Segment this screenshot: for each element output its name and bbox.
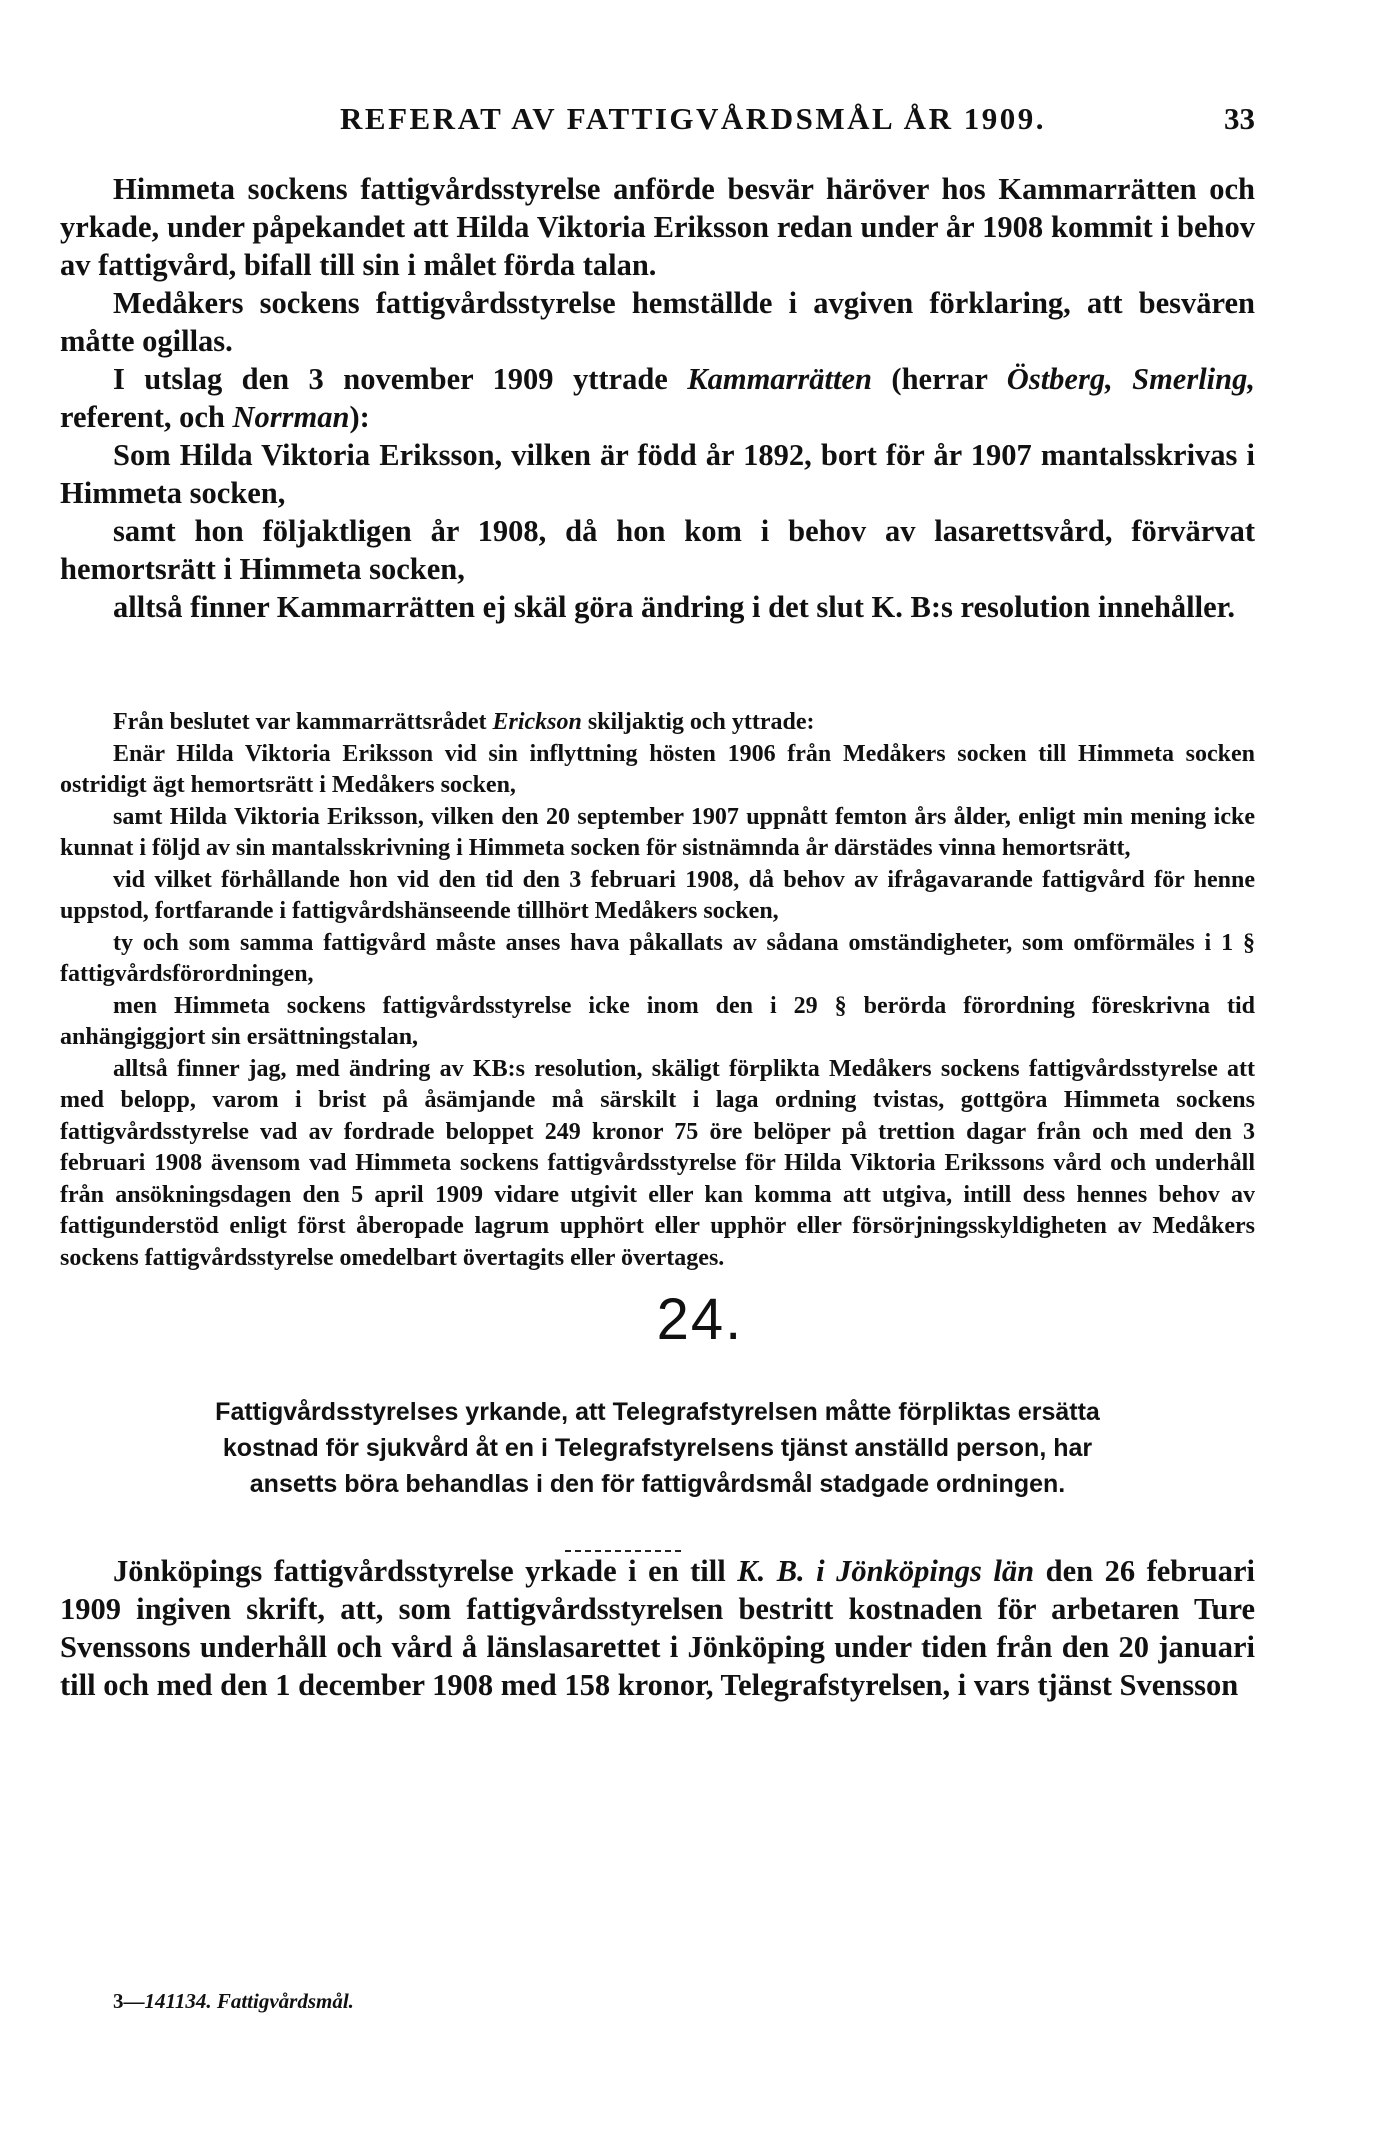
- ruling-text: referent, och: [60, 400, 233, 434]
- dissent-intro: [60, 707, 1255, 739]
- paragraph-appeal: Himmeta sockens fattigvårdsstyrelse anförde besvär häröver hos Kammarrätten och yrkade, under påpekandet att Hilda Viktoria Eriksson redan under år 1908 kommit i behov av fattigvård, bifall till sin i målet förda talan.: [60, 172, 1255, 282]
- dissenting-opinion: [60, 707, 1255, 1274]
- signature-number: 3—: [113, 1989, 145, 2013]
- ruling-text: (herrar: [871, 362, 1007, 396]
- section-text: Jönköpings fattigvårdsstyrelse yrkade i en till: [113, 1554, 738, 1588]
- printer-signature: [113, 1989, 354, 2014]
- page-header: [60, 101, 1255, 141]
- paragraph-reply: Medåkers sockens fattigvårdsstyrelse hemställde i avgiven förklaring, att besvären måtte ogillas.: [60, 286, 1255, 358]
- running-title: REFERAT AV FATTIGVÅRDSMÅL ÅR 1909.: [340, 101, 1046, 136]
- page-number: 33: [1224, 101, 1255, 136]
- section-paragraph: [60, 1552, 1255, 1704]
- heading-line: kostnad för sjukvård åt en i Telegrafstyrelsens tjänst anställd person, har: [222, 1434, 1093, 1462]
- section-heading: [60, 1394, 1255, 1502]
- paragraph-reason-2: samt hon följaktligen år 1908, då hon kom i behov av lasarettsvård, förvärvat hemortsrätt i Himmeta socken,: [60, 514, 1255, 586]
- judge-names: Östberg, Smerling,: [1006, 362, 1255, 396]
- ruling-text: I utslag den 3 november 1909 yttrade: [113, 362, 688, 396]
- print-reference: 141134. Fattigvårdsmål.: [144, 1989, 354, 2013]
- judge-name: Norrman: [232, 400, 350, 434]
- dissent-paragraph: vid vilket förhållande hon vid den tid den 3 februari 1908, då behov av ifrågavarande fattigvård för henne uppstod, fortfarande i fattigvårdshänseende tillhört Medåkers socken,: [60, 866, 1255, 924]
- section-body: [60, 1552, 1255, 1704]
- section-text: den 26 februari 1909 ingiven skrift, att, som fattigvårdsstyrelsen bestritt kostnaden för arbetaren Ture Svenssons underhåll och vård å länslasarettet i Jönköping under tiden från den 20 januari till och med den 1 december 1908 med 158 kronor, Telegrafstyrelsen, i vars tjänst Svensson: [60, 1554, 1255, 1702]
- dissent-paragraph: samt Hilda Viktoria Eriksson, vilken den 20 september 1907 uppnått femton års ålder, enligt min mening icke kunnat i följd av sin mantalsskrivning i Himmeta socken för sistnämnda år därstädes vinna hemortsrätt,: [60, 803, 1255, 861]
- court-name: Kammarrätten: [687, 362, 872, 396]
- dissent-paragraph: Enär Hilda Viktoria Eriksson vid sin inflyttning hösten 1906 från Medåkers socken till Himmeta socken ostridigt ägt hemortsrätt i Medåkers socken,: [60, 740, 1255, 798]
- dissenter-name: Erickson: [492, 709, 582, 735]
- dissent-paragraph: ty och som samma fattigvård måste anses hava påkallats av sådana omständigheter, som omförmäles i 1 § fattigvårdsförordningen,: [60, 929, 1255, 987]
- dissent-text: skiljaktig och yttrade:: [581, 709, 815, 735]
- ruling-text: ):: [349, 400, 370, 434]
- paragraph-conclusion: alltså finner Kammarrätten ej skäl göra ändring i det slut K. B:s resolution innehåller.: [113, 590, 1236, 624]
- dissent-text: Från beslutet var kammarrättsrådet: [113, 709, 493, 735]
- heading-line: ansetts böra behandlas i den för fattigvårdsmål stadgade ordningen.: [249, 1470, 1066, 1498]
- paragraph-reason-1: Som Hilda Viktoria Eriksson, vilken är född år 1892, bort för år 1907 mantalsskrivas i Himmeta socken,: [60, 438, 1255, 510]
- paragraph-ruling-intro: [60, 360, 1255, 436]
- section-number: 24.: [656, 1287, 744, 1352]
- dissent-paragraph: men Himmeta sockens fattigvårdsstyrelse icke inom den i 29 § berörda förordning föreskrivna tid anhängiggjort sin ersättningstalan,: [60, 992, 1255, 1050]
- authority-name: K. B. i Jönköpings län: [737, 1554, 1035, 1588]
- case-text: [60, 170, 1255, 626]
- dissent-paragraph: alltså finner jag, med ändring av KB:s resolution, skäligt förplikta Medåkers sockens fattigvårdsstyrelse att med belopp, varom i brist på åsämjande må särskilt i laga ordning tvistas, gottgöra Himmeta sockens fattigvårdsstyrelse vad av fordrade beloppet 249 kronor 75 öre belöper på trettion dagar från och med den 3 februari 1908 ävensom vad Himmeta sockens fattigvårdsstyrelse för Hilda Viktoria Erikssons vård och underhåll från ansökningsdagen den 5 april 1909 vidare utgivit eller kan komma att utgiva, intill dess hennes behov av fattigunderstöd enligt först åberopade lagrum upphört eller upphör eller försörjningsskyldigheten av Medåkers sockens fattigvårdsstyrelse omedelbart övertagits eller övertages.: [60, 1055, 1255, 1271]
- heading-line: Fattigvårdsstyrelses yrkande, att Telegrafstyrelsen måtte förpliktas ersätta: [215, 1398, 1100, 1426]
